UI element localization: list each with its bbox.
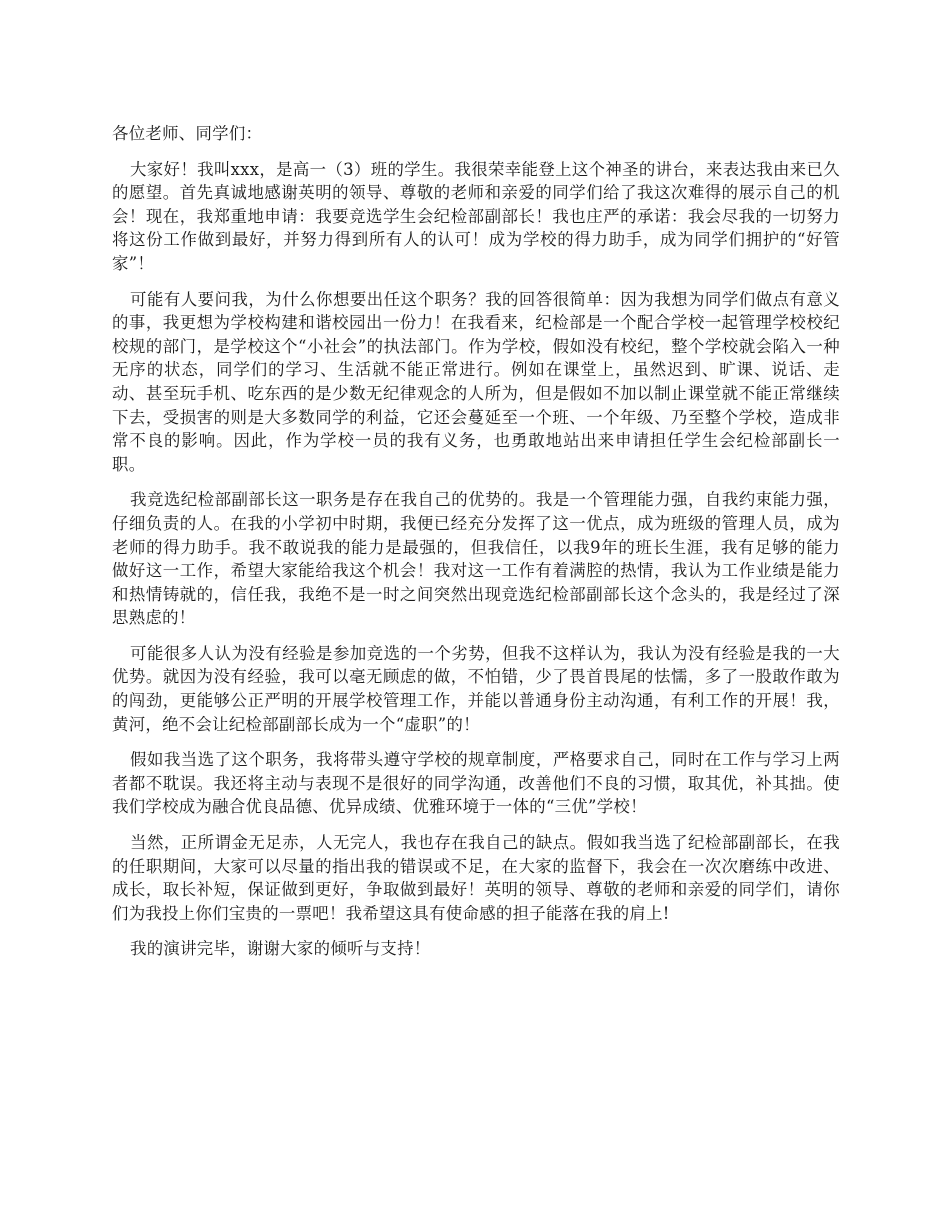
paragraph-strengths: 我竞选纪检部副部长这一职务是存在我自己的优势的。我是一个管理能力强，自我约束能力强，仔细负责的人。在我的小学初中时期，我便已经充分发挥了这一优点，成为班级的管理人员，成为老师的得力助手。我不敢说我的能力是最强的，但我信任，以我9年的班长生涯，我有足够的能力做好这一工作，希望大家能给我这个机会！我对这一工作有着满腔的热情，我认为工作业绩是能力和热情铸就的，信任我，我绝不是一时之间突然出现竞选纪检部副部长这个念头的，我是经过了深思熟虑的！: [112, 490, 840, 628]
salutation: 各位老师、同学们：: [112, 124, 263, 143]
paragraph-closing: 我的演讲完毕，谢谢大家的倾听与支持！: [130, 939, 431, 959]
paragraph-intro: 大家好！我叫xxx，是高一（3）班的学生。我很荣幸能登上这个神圣的讲台，来表达我由来已久的愿望。首先真诚地感谢英明的领导、尊敬的老师和亲爱的同学们给了我这次难得的展示自己的机会！现在，我郑重地申请：我要竞选学生会纪检部副部长！我也庄严的承诺：我会尽我的一切努力将这份工作做到最好，并努力得到所有人的认可！成为学校的得力助手，成为同学们拥护的“好管家”！: [112, 159, 840, 273]
document-page: [112, 122, 840, 973]
paragraph-motivation: 可能有人要问我，为什么你想要出任这个职务？我的回答很简单：因为我想为同学们做点有意义的事，我更想为学校构建和谐校园出一份力！在我看来，纪检部是一个配合学校一起管理学校校纪校规的部门，是学校这个“小社会”的执法部门。作为学校，假如没有校纪，整个学校就会陷入一种无序的状态，同学们的学习、生活就不能正常进行。例如在课堂上，虽然迟到、旷课、说话、走动、甚至玩手机、吃东西的是少数无纪律观念的人所为，但是假如不加以制止课堂就不能正常继续下去，受损害的则是大多数同学的利益，它还会蔓延至一个班、一个年级、乃至整个学校，造成非常不良的影响。因此，作为学校一员的我有义务，也勇敢地站出来申请担任学生会纪检部副长一职。: [112, 289, 840, 474]
paragraph-shortcomings: 当然，正所谓金无足赤，人无完人，我也存在我自己的缺点。假如我当选了纪检部副部长，在我的任职期间，大家可以尽量的指出我的错误或不足，在大家的监督下，我会在一次次磨练中改进、成长，取长补短，保证做到更好，争取做到最好！英明的领导、尊敬的老师和亲爱的同学们，请你们为我投上你们宝贵的一票吧！我希望这具有使命感的担子能落在我的肩上!: [112, 833, 840, 923]
paragraph-plans: 假如我当选了这个职务，我将带头遵守学校的规章制度，严格要求自己，同时在工作与学习上两者都不耽误。我还将主动与表现不是很好的同学沟通，改善他们不良的习惯，取其优，补其拙。使我们学校成为融合优良品德、优异成绩、优雅环境于一体的“三优”学校！: [112, 750, 840, 817]
paragraph-experience: 可能很多人认为没有经验是参加竞选的一个劣势，但我不这样认为，我认为没有经验是我的一大优势。就因为没有经验，我可以毫无顾虑的做，不怕错，少了畏首畏尾的怯懦，多了一股敢作敢为的闯劲，更能够公正严明的开展学校管理工作，并能以普通身份主动沟通，有利工作的开展！我，黄河，绝不会让纪检部副部长成为一个“虚职”的！: [112, 643, 840, 734]
